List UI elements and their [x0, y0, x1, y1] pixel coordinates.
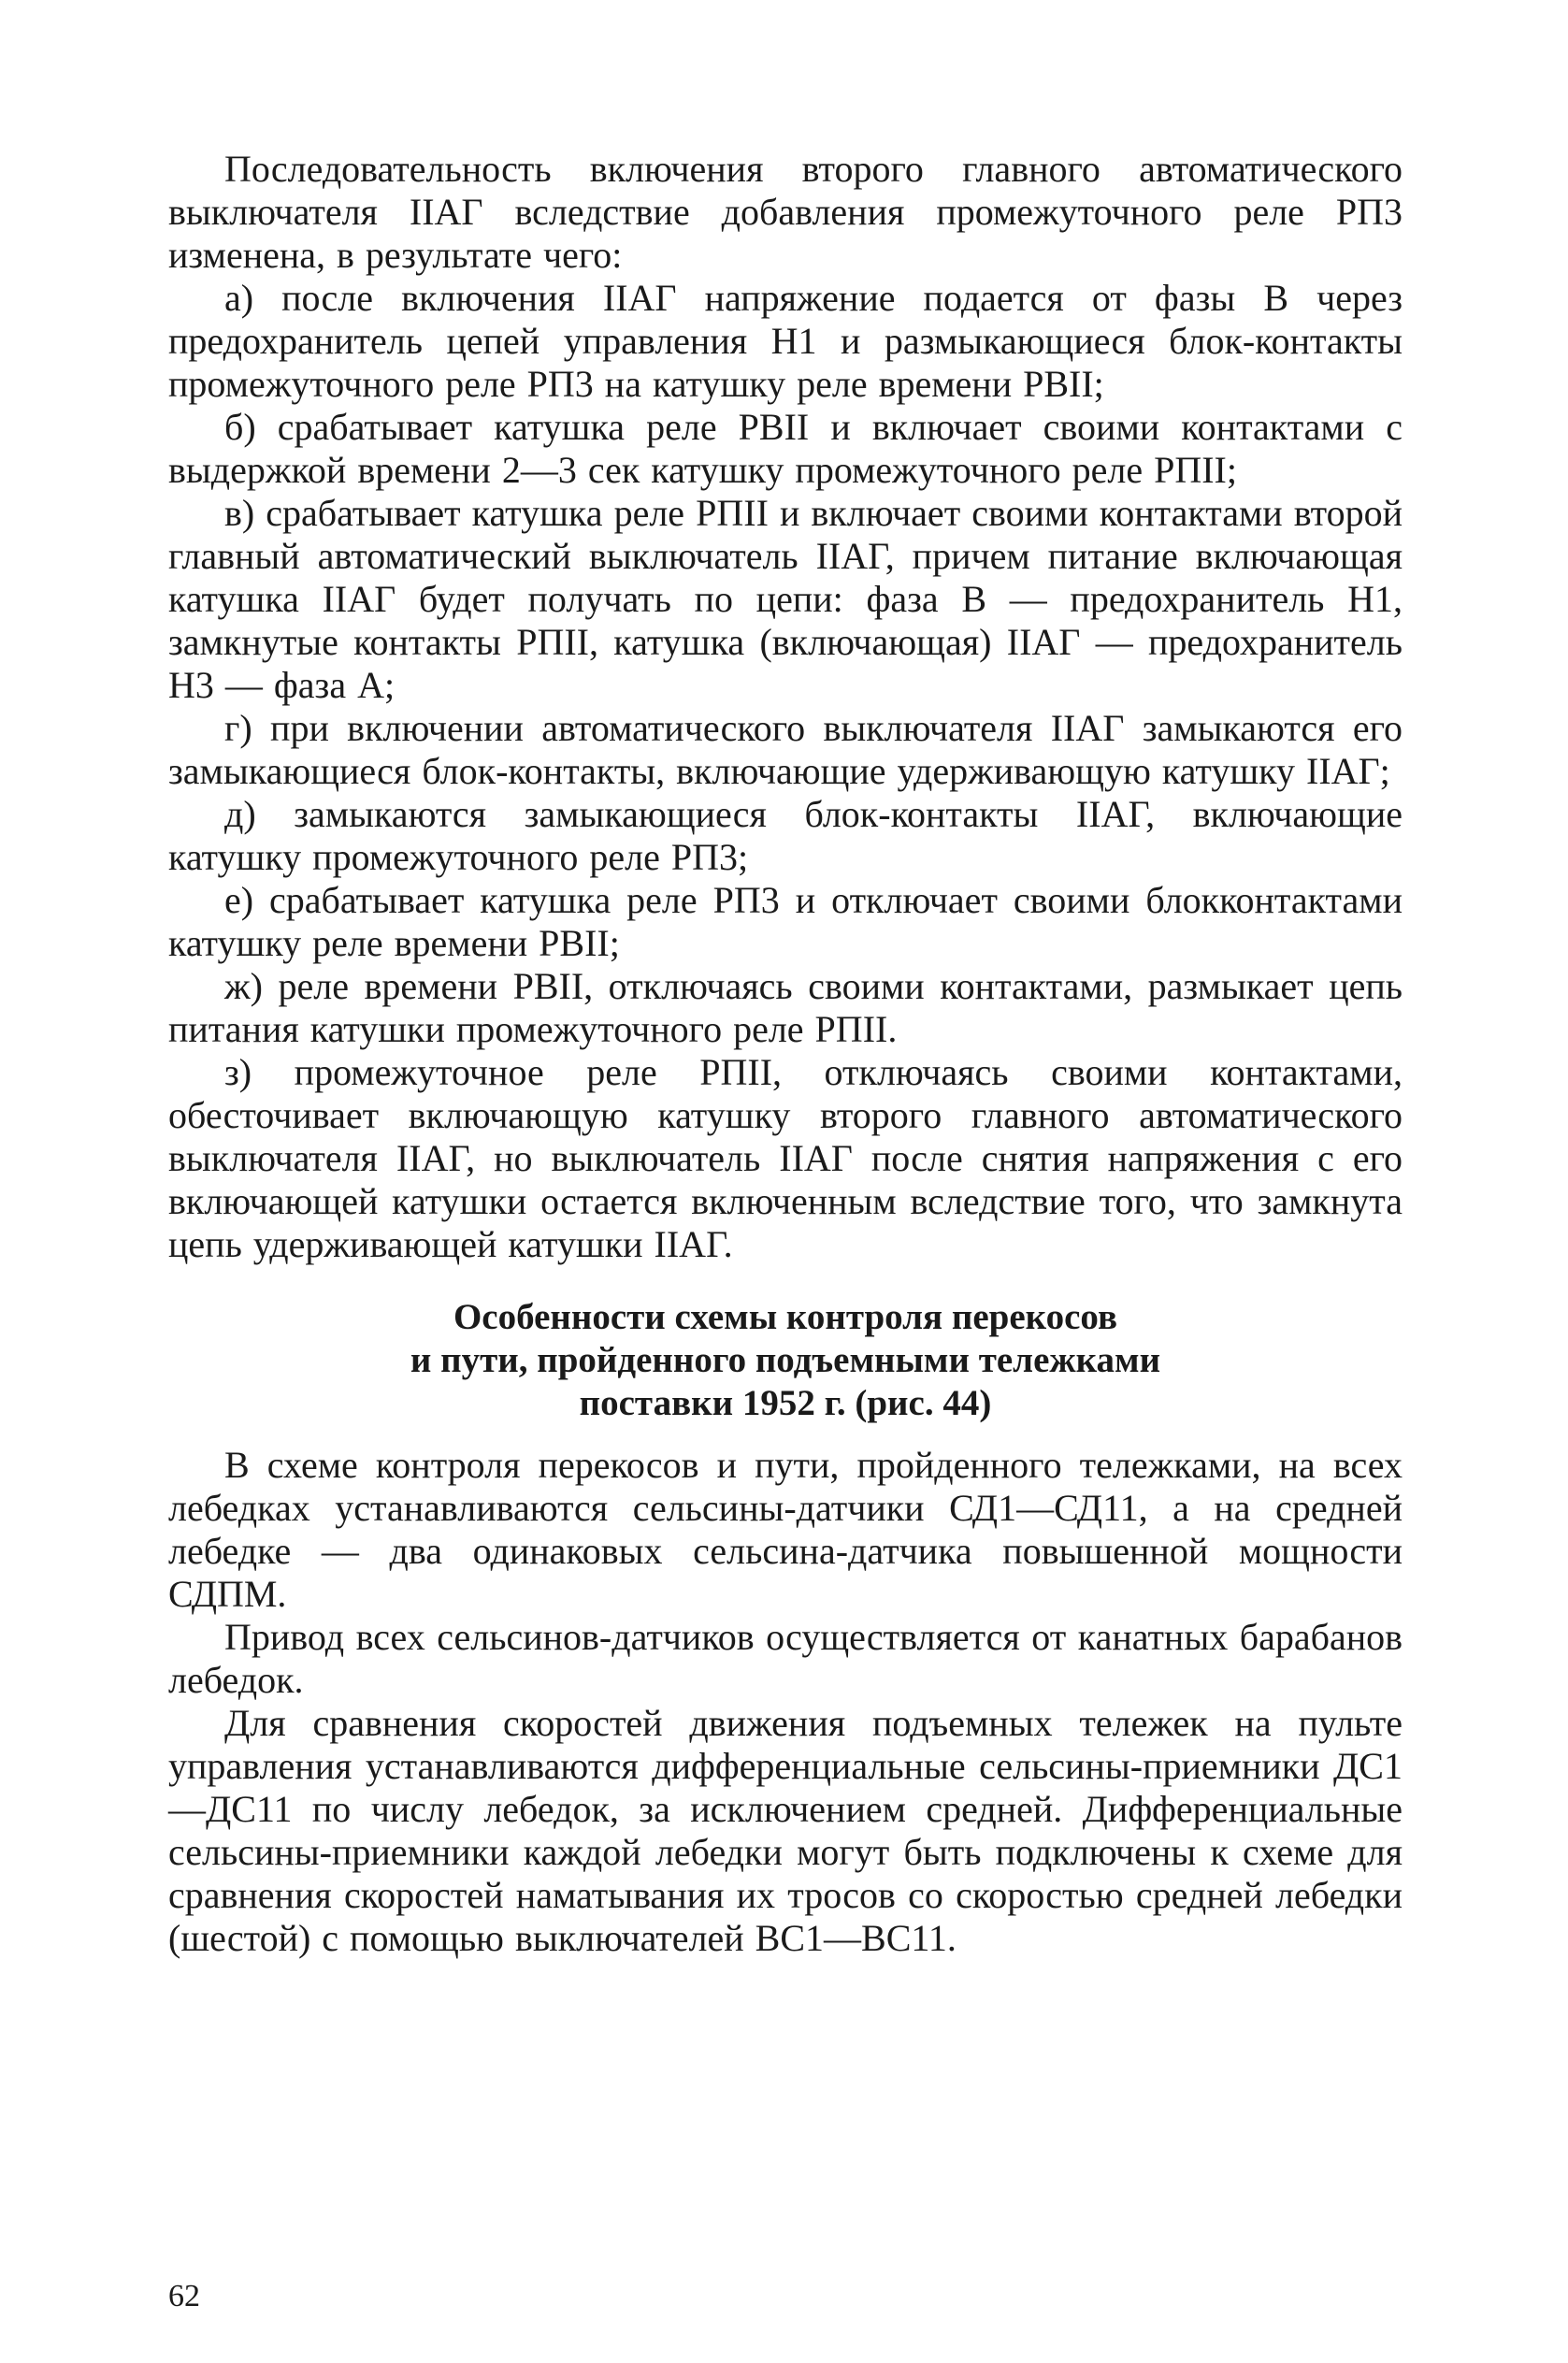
paragraph-intro: Последовательность включения второго главного автоматического выключателя IIАГ вследствие добавления промежуточного реле РП3 изменена, в результате чего:	[168, 148, 1403, 276]
paragraph-step-z: з) промежуточное реле РПII, отключаясь своими контактами, обесточивает включающую катушку второго главного автоматического выключателя IIАГ, но выключатель IIАГ после снятия напряжения с его включающей катушки остается включенным вследствие того, что замкнута цепь удерживающей катушки IIАГ.	[168, 1051, 1403, 1265]
section-heading-line-3: поставки 1952 г. (рис. 44)	[579, 1383, 992, 1423]
paragraph-step-b: б) срабатывает катушка реле РВII и включает своими контактами с выдержкой времени 2—3 сек катушку промежуточного реле РПII;	[168, 406, 1403, 491]
page-content	[168, 148, 1403, 2336]
section-heading-line-2: и пути, пройденного подъемными тележками	[410, 1340, 1161, 1380]
page-number: 62	[168, 2279, 200, 2313]
paragraph-sensors: В схеме контроля перекосов и пути, пройденного тележками, на всех лебедках устанавливаются сельсины-датчики СД1—СД11, а на средней лебедке — два одинаковых сельсина-датчика повышенной мощности СДПМ.	[168, 1444, 1403, 1615]
paragraph-step-d: д) замыкаются замыкающиеся блок-контакты IIАГ, включающие катушку промежуточного реле РП3;	[168, 793, 1403, 878]
paragraph-step-a: а) после включения IIАГ напряжение подается от фазы В через предохранитель цепей управления Н1 и размыкающиеся блок-контакты промежуточного реле РП3 на катушку реле времени РВII;	[168, 277, 1403, 405]
section-heading	[168, 1296, 1403, 1425]
paragraph-step-zh: ж) реле времени РВII, отключаясь своими контактами, размыкает цепь питания катушки промежуточного реле РПII.	[168, 965, 1403, 1050]
paragraph-drive: Привод всех сельсинов-датчиков осуществляется от канатных барабанов лебедок.	[168, 1616, 1403, 1701]
section-heading-line-1: Особенности схемы контроля перекосов	[453, 1297, 1118, 1337]
paragraph-comparison: Для сравнения скоростей движения подъемных тележек на пульте управления устанавливаются дифференциальные сельсины-приемники ДС1—ДС11 по числу лебедок, за исключением средней. Дифференциальные сельсины-приемники каждой лебедки могут быть подключены к схеме для сравнения скоростей наматывания их тросов со скоростью средней лебедки (шестой) с помощью выключателей ВС1—ВС11.	[168, 1702, 1403, 1959]
paragraph-step-g: г) при включении автоматического выключателя IIАГ замыкаются его замыкающиеся блок-контакты, включающие удерживающую катушку IIАГ;	[168, 707, 1403, 792]
paragraph-step-v: в) срабатывает катушка реле РПII и включает своими контактами второй главный автоматический выключатель IIАГ, причем питание включающая катушка IIАГ будет получать по цепи: фаза В — предохранитель Н1, замкнутые контакты РПII, катушка (включающая) IIАГ — предохранитель Н3 — фаза А;	[168, 492, 1403, 706]
paragraph-step-e: е) срабатывает катушка реле РП3 и отключает своими блокконтактами катушку реле времени РВII;	[168, 879, 1403, 964]
